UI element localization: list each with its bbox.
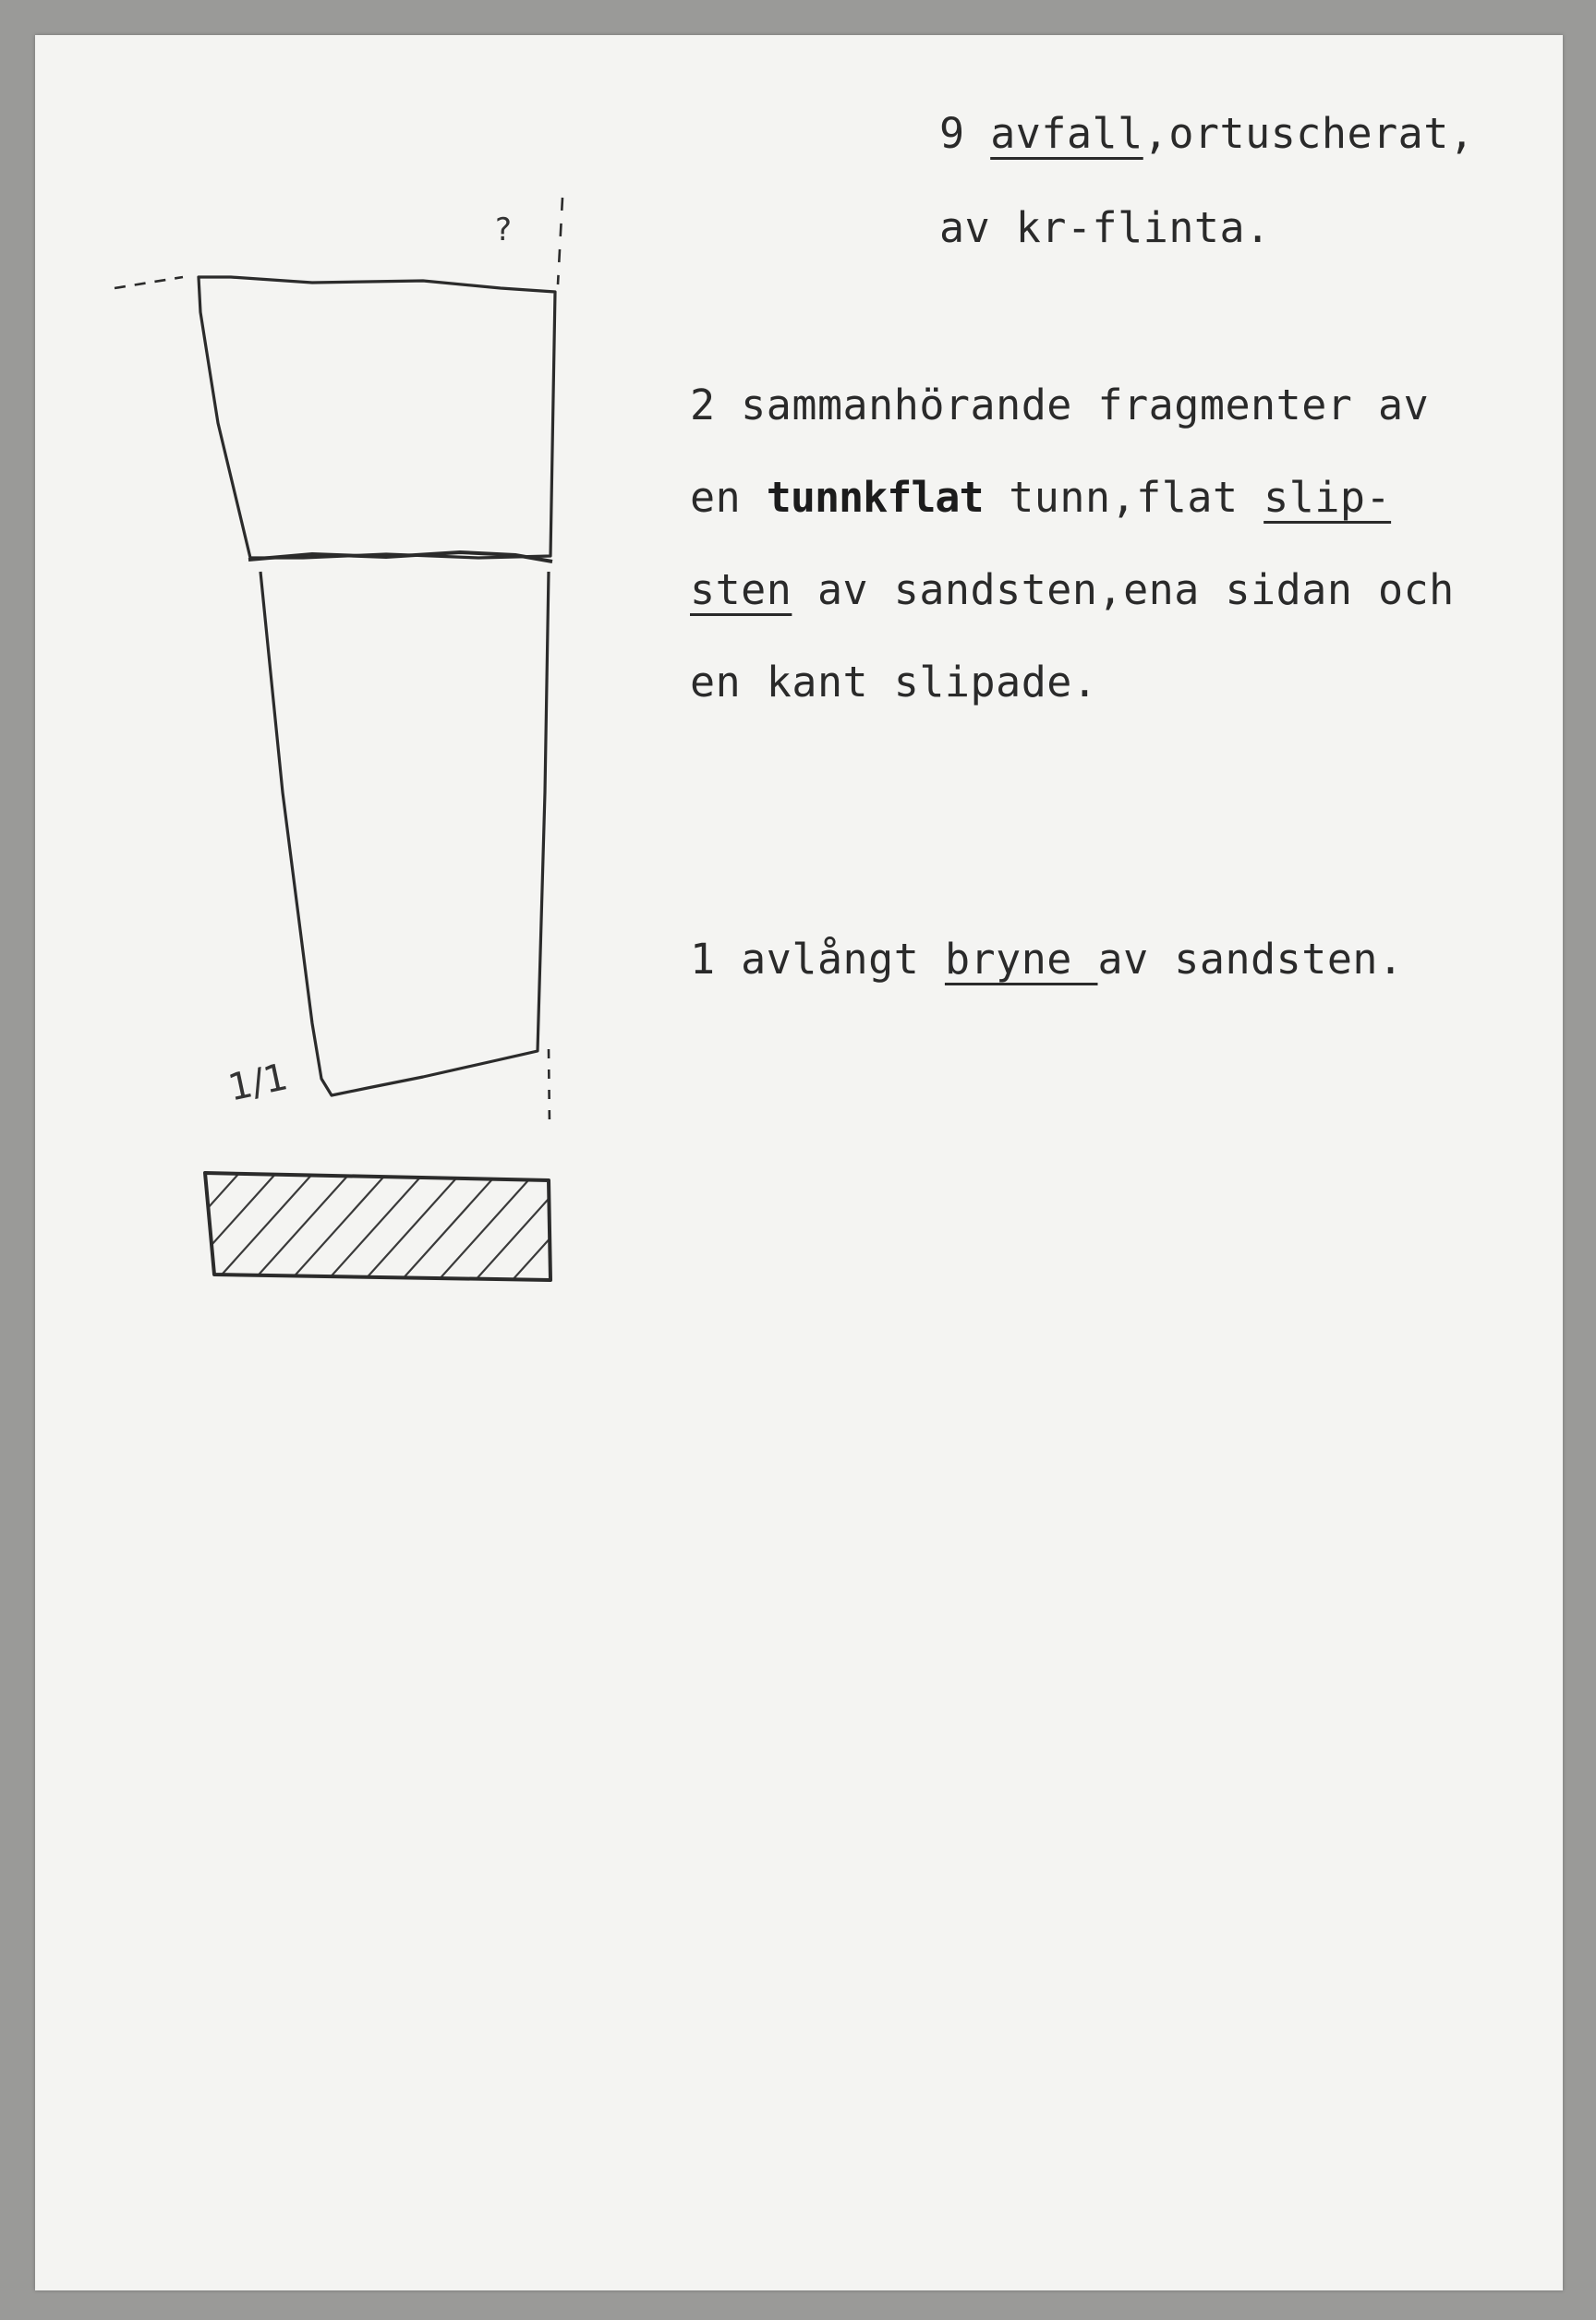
entry2-line3 [690, 565, 1455, 614]
entry3-prefix: 1 avlångt [690, 935, 945, 984]
entry2-line3-suffix: av sandsten,ena sidan och [792, 565, 1455, 614]
entry2-struck-text: tunnkflat [766, 473, 984, 522]
entry1-line1-suffix: ,ortuscherat, [1143, 109, 1475, 158]
entry2-line4: en kant slipade. [690, 658, 1098, 707]
entry2-term-underlined-part2: sten [690, 565, 792, 614]
entry2-line2-middle: tunn,flat [983, 473, 1264, 522]
dashed-extension-right-bottom [549, 1049, 550, 1127]
entry2-line1: 2 sammanhörande fragmenter av [690, 381, 1430, 429]
dashed-extension-right-top [558, 198, 562, 284]
cross-section-hatching [100, 1143, 672, 1328]
entry2-term-underlined-part1: slip- [1264, 473, 1392, 522]
entry3-line1 [690, 935, 1404, 984]
artifact-drawing [35, 35, 1563, 2290]
catalogue-card [35, 35, 1563, 2290]
entry1-term-underlined: avfall [990, 109, 1143, 158]
entry3-term-underlined: bryne [944, 935, 1098, 984]
entry2-line2 [690, 473, 1392, 522]
entry1-count-prefix: 9 [939, 109, 991, 158]
entry2-line2-prefix: en [690, 473, 767, 522]
entry3-suffix: av sandsten. [1097, 935, 1404, 984]
question-mark-label: ? [495, 211, 513, 248]
entry1-line1 [939, 109, 1475, 158]
scale-label: 1/1 [224, 1056, 292, 1110]
fragment-lower-outline [260, 572, 549, 1095]
fragment-upper-outline [199, 277, 555, 558]
dashed-extension-left [115, 277, 183, 288]
entry1-line2: av kr-flinta. [939, 203, 1271, 252]
